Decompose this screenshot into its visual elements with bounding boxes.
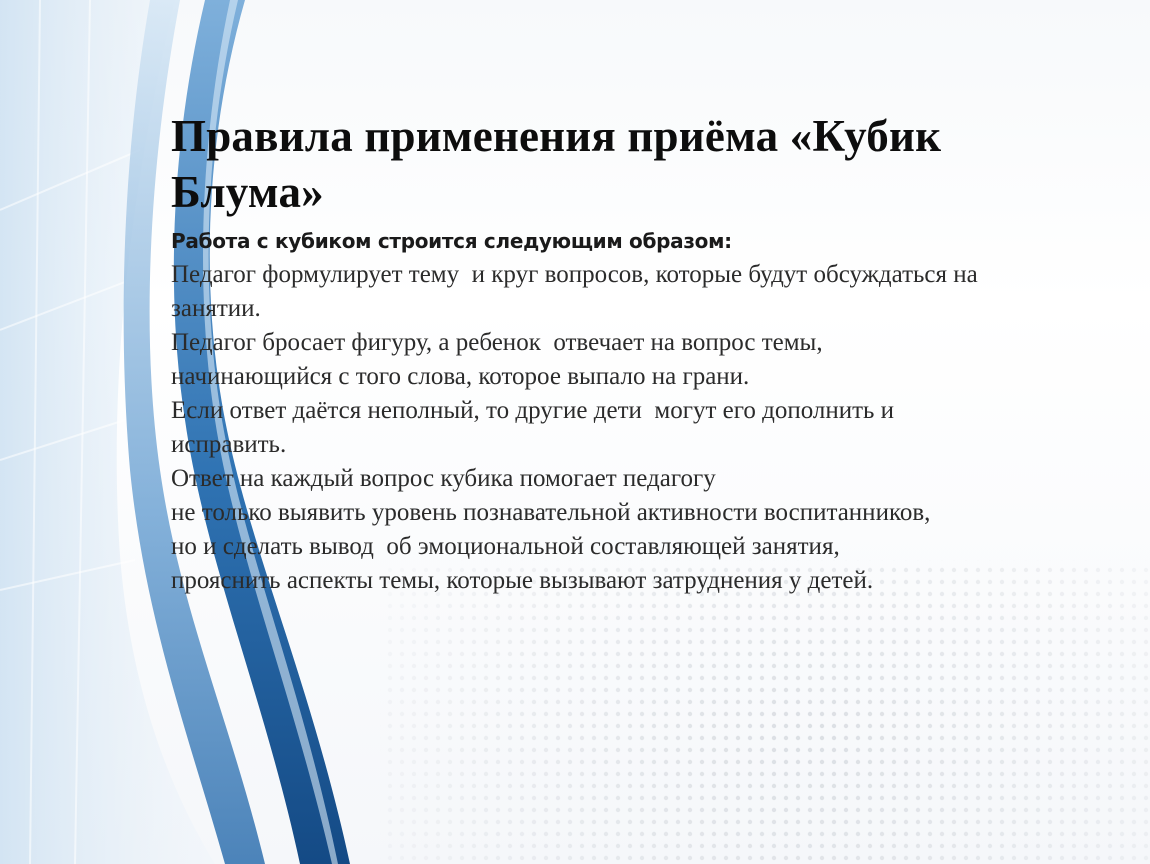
slide-content [171,108,1121,598]
body-line: Педагог бросает фигуру, а ребенок отвечает на вопрос темы, [171,329,823,356]
title-line-1: Правила применения приёма «Кубик [171,111,942,161]
body-line: но и сделать вывод об эмоциональной составляющей занятия, [171,533,840,560]
slide-subtitle: Работа с кубиком строится следующим образом: [171,229,732,253]
body-line: исправить. [171,431,287,458]
body-line: прояснить аспекты темы, которые вызывают затруднения у детей. [171,567,874,594]
title-line-2: Блума» [171,167,324,217]
body-line: не только выявить уровень познавательной активности воспитанников, [171,499,931,526]
body-line: занятии. [171,295,261,322]
body-line: Если ответ даётся неполный, то другие дети могут его дополнить и [171,397,895,424]
body-line: начинающийся с того слова, которое выпало на грани. [171,363,750,390]
slide-title [171,108,1121,220]
slide-body [171,258,1121,598]
body-line: Ответ на каждый вопрос кубика помогает педагогу [171,465,716,492]
body-line: Педагог формулирует тему и круг вопросов, которые будут обсуждаться на [171,261,978,288]
